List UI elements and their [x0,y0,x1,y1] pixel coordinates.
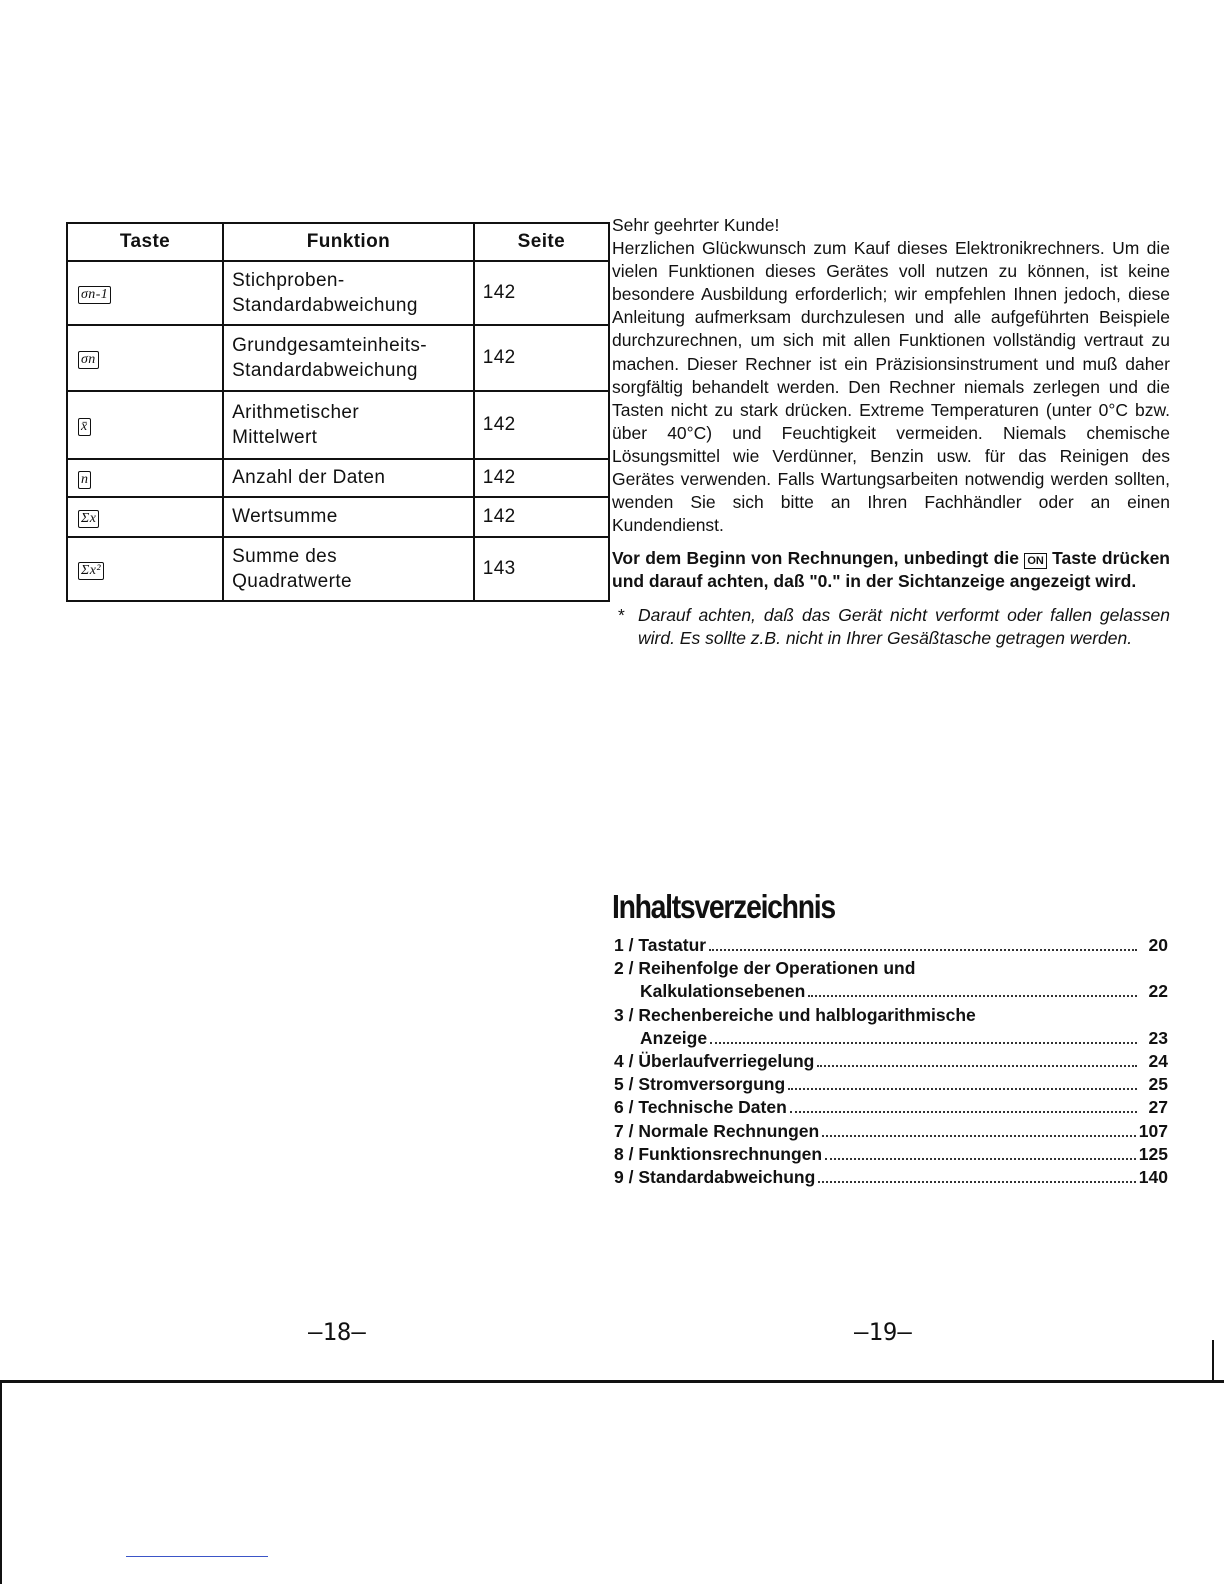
toc-entry-page: 27 [1148,1097,1168,1118]
toc-entry-page: 140 [1138,1167,1168,1188]
page-number-left: –18– [308,1318,366,1346]
function-cell: Arithmetischer Mittelwert [223,391,474,459]
page-number-right: –19– [854,1318,912,1346]
table-row [67,537,609,601]
toc-entry-label-cont: Kalkulationsebenen [640,981,806,1002]
intro-paragraph: Herzlichen Glückwunsch zum Kauf dieses Elektronikrechners. Um die vielen Funktionen dieses Gerätes voll nutzen zu können, ist keine besondere Ausbildung erforderlich; wir empfehlen Ihnen jedoch, diese Anleitung aufmerksam durchzulesen und alle aufgeführten Beispiele durchzurechnen, um sich mit allen Funktionen vollständig vertraut zu machen. Dieser Rechner ist ein Präzisionsinstrument und muß daher sorgfältig behandelt werden. Den Rechner niemals zerlegen und die Tasten nicht zu stark drücken. Extreme Temperaturen (unter 0°C bzw. über 40°C) und Feuchtigkeit vermeiden. Niemals chemische Lösungsmittel wie Verdünner, Benzin usw. für das Reinigen des Gerätes verwenden. Falls Wartungsarbeiten notwendig werden sollten, wenden Sie sich bitte an Ihren Fachhändler oder an einen Kundendienst. [612,238,1170,536]
toc-entry [614,1120,1168,1143]
toc-entry-page: 24 [1148,1051,1168,1072]
toc-entry [614,1166,1168,1189]
toc-entry [614,957,1168,1003]
page-cell: 142 [474,497,609,537]
toc-entry-label: 2 / Reihenfolge der Operationen und [614,958,916,979]
table-row [67,261,609,325]
table-of-contents [614,934,1168,1189]
header-key: Taste [67,223,223,261]
toc-entry-label-cont: Anzeige [640,1027,708,1048]
toc-entry-label: 3 / Rechenbereiche und halblogarithmische [614,1004,976,1025]
toc-entry-label: 8 / Funktionsrechnungen [614,1143,823,1164]
mean-key-icon: x̄ [78,418,91,436]
page-cell: 142 [474,459,609,497]
notice-text-after: Taste drücken und darauf achten, daß "0." in der Sichtanzeige angezeigt wird. [612,548,1170,592]
toc-entry-page: 107 [1138,1120,1168,1141]
toc-title: Inhaltsverzeichnis [612,888,835,925]
on-key-notice [612,547,1170,593]
sigma-n-1-key-icon: σn-1 [78,286,111,304]
notice-text-before: Vor dem Beginn von Rechnungen, unbedingt die [612,548,1019,569]
warning-text: Darauf achten, daß das Gerät nicht verformt oder fallen gelassen wird. Es sollte z.B. nicht in Ihrer Gesäßtasche getragen werden. [638,604,1170,648]
page-cell: 142 [474,391,609,459]
sigma-n-key-icon: σn [78,351,99,369]
table-row [67,391,609,459]
toc-entry-label: 7 / Normale Rechnungen [614,1120,820,1141]
function-cell: Anzahl der Daten [223,459,474,497]
toc-entry-label: 6 / Technische Daten [614,1097,787,1118]
sum-x-squared-key-icon: Σx² [78,562,104,580]
table-row [67,459,609,497]
header-page: Seite [474,223,609,261]
toc-entry [614,1096,1168,1119]
toc-entry [614,1073,1168,1096]
page-bottom-edge [0,1380,1224,1383]
scan-underline [126,1556,268,1557]
function-cell: Summe des Quadratwerte [223,537,474,601]
page-left-edge [0,1380,2,1584]
toc-entry [614,1004,1168,1050]
n-key-icon: n [78,471,91,489]
on-key-icon: ON [1024,553,1047,569]
page-cell: 142 [474,325,609,391]
toc-entry-page: 25 [1148,1074,1168,1095]
function-cell: Wertsumme [223,497,474,537]
page-cell: 143 [474,537,609,601]
toc-entry-label: 4 / Überlaufverriegelung [614,1051,815,1072]
toc-entry-page: 125 [1138,1143,1168,1164]
toc-entry [614,934,1168,957]
handling-warning [612,604,1170,650]
toc-entry-page: 22 [1148,981,1168,1002]
key-function-table [66,222,610,602]
function-cell: Stichproben- Standardabweichung [223,261,474,325]
toc-entry-label: 1 / Tastatur [614,935,707,955]
table-row [67,325,609,391]
header-function: Funktion [223,223,474,261]
toc-entry [614,1050,1168,1073]
bullet-icon: * [618,604,625,625]
toc-entry-label: 5 / Stromversorgung [614,1074,786,1095]
page-right-edge [1212,1340,1214,1382]
toc-entry-label: 9 / Standardabweichung [614,1167,816,1188]
table-row [67,497,609,537]
table-header-row [67,223,609,261]
toc-entry [614,1143,1168,1166]
preface [612,214,1170,650]
toc-entry-page: 20 [1148,935,1168,955]
sum-x-key-icon: Σx [78,510,99,528]
salutation: Sehr geehrter Kunde! [612,215,780,235]
function-cell: Grundgesamteinheits- Standardabweichung [223,325,474,391]
page-cell: 142 [474,261,609,325]
toc-entry-page: 23 [1148,1027,1168,1048]
